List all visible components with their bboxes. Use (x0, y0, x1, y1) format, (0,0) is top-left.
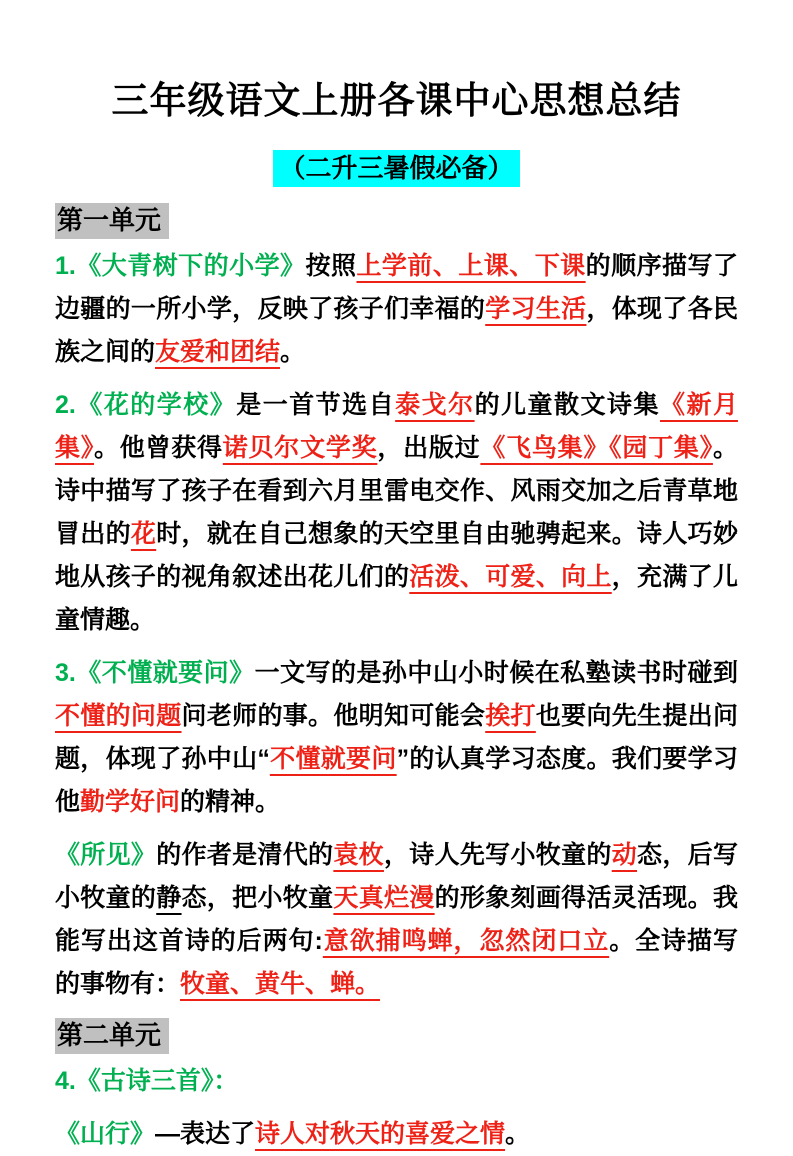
text-run: 天真烂漫 (333, 884, 435, 913)
text-run: 1.《大青树下的小学》 (55, 252, 306, 281)
section-2-header: 第二单元 (55, 1018, 169, 1054)
text-run: 静 (156, 884, 182, 913)
text-run: 袁枚 (333, 841, 384, 870)
text-run: 《山行》 (55, 1119, 156, 1148)
text-run: 牧童、黄牛、蝉。 (180, 970, 381, 999)
text-run: 《飞鸟集》《园丁集》 (480, 434, 713, 463)
text-run: 学习生活 (485, 295, 587, 324)
text-run: ”的认真学习态度。我们要学习他 (55, 745, 738, 817)
page-title: 三年级语文上册各课中心思想总结 (111, 80, 682, 121)
text-run: 《所见》 (55, 841, 157, 870)
text-run: 3.《不懂就要问》 (55, 659, 255, 688)
text-run: 活泼、可爱、向上 (409, 563, 612, 592)
text-run: 问老师的事。他明知可能会 (181, 702, 486, 731)
text-run: 花 (130, 520, 157, 549)
section-1-header: 第一单元 (55, 203, 169, 239)
text-run: ，出版过 (377, 434, 481, 463)
section-2-header-row (55, 1016, 738, 1058)
text-run: 2.《花的学校》 (55, 391, 237, 420)
text-run: 诺贝尔文学奖 (222, 434, 378, 463)
text-run: 。全诗描写的事物有： (55, 927, 738, 999)
text-run: 挨打 (485, 702, 536, 731)
paragraph-lesson-4 (55, 1060, 738, 1103)
text-run: ，充满了儿童情趣。 (55, 563, 738, 635)
paragraph-lesson-suojian (55, 834, 738, 1006)
text-run: 也要向先生提出问题，体现了孙中山“ (55, 702, 738, 774)
subtitle-row (55, 150, 738, 187)
text-run: ，体现了各民族之间的 (55, 295, 738, 367)
text-run: 4.《古诗三首》： (55, 1066, 239, 1095)
paragraph-lesson-3 (55, 652, 738, 824)
text-run: 友爱和团结 (155, 338, 281, 367)
text-run: 态，后写小牧童的 (55, 841, 738, 913)
text-run: 。 (280, 338, 306, 367)
text-run: 的精神。 (180, 788, 281, 817)
text-run: 诗人对秋天的喜爱之情 (255, 1119, 506, 1148)
text-run: 的形象刻画得活灵活现。我能写出这首诗的后两句: (55, 884, 738, 956)
text-run: 的作者是清代的 (156, 841, 334, 870)
text-run: 不懂的问题 (55, 702, 182, 731)
subtitle-badge: （二升三暑假必备） (273, 150, 519, 187)
text-run: 勤学好问 (80, 788, 181, 817)
text-run: 不懂就要问 (269, 745, 397, 774)
text-run: 。 (505, 1119, 531, 1148)
paragraph-lesson-1 (55, 245, 738, 374)
text-run: 时，就在自己想象的天空里自由驰骋起来。诗人巧妙地从孩子的视角叙述出花儿们的 (55, 520, 738, 592)
text-run: 是一首节选自 (236, 391, 396, 420)
text-run: 的顺序描写了边疆的一所小学，反映了孩子们幸福的 (55, 252, 738, 324)
text-run: 泰戈尔 (395, 391, 475, 420)
text-run: 按照 (305, 252, 357, 281)
text-run: 《新月集》 (55, 391, 738, 463)
text-run: 。诗中描写了孩子在看到六月里雷电交作、风雨交加之后青草地冒出的 (55, 434, 738, 549)
text-run: 一文写的是孙中山小时候在私塾读书时碰到 (254, 659, 738, 688)
text-run: 的儿童散文诗集 (474, 391, 660, 420)
text-run: ，诗人先写小牧童的 (383, 841, 612, 870)
paragraph-lesson-shanxing (55, 1113, 738, 1156)
text-run: 意欲捕鸣蝉，忽然闭口立 (322, 927, 610, 956)
text-run: —表达了 (155, 1119, 256, 1148)
text-run: 。他曾获得 (94, 434, 223, 463)
section-1-header-row (55, 201, 738, 243)
text-run: 态，把小牧童 (181, 884, 334, 913)
paragraph-lesson-2 (55, 384, 738, 642)
text-run: 动 (611, 841, 638, 870)
text-run: 上学前、上课、下课 (356, 252, 586, 281)
